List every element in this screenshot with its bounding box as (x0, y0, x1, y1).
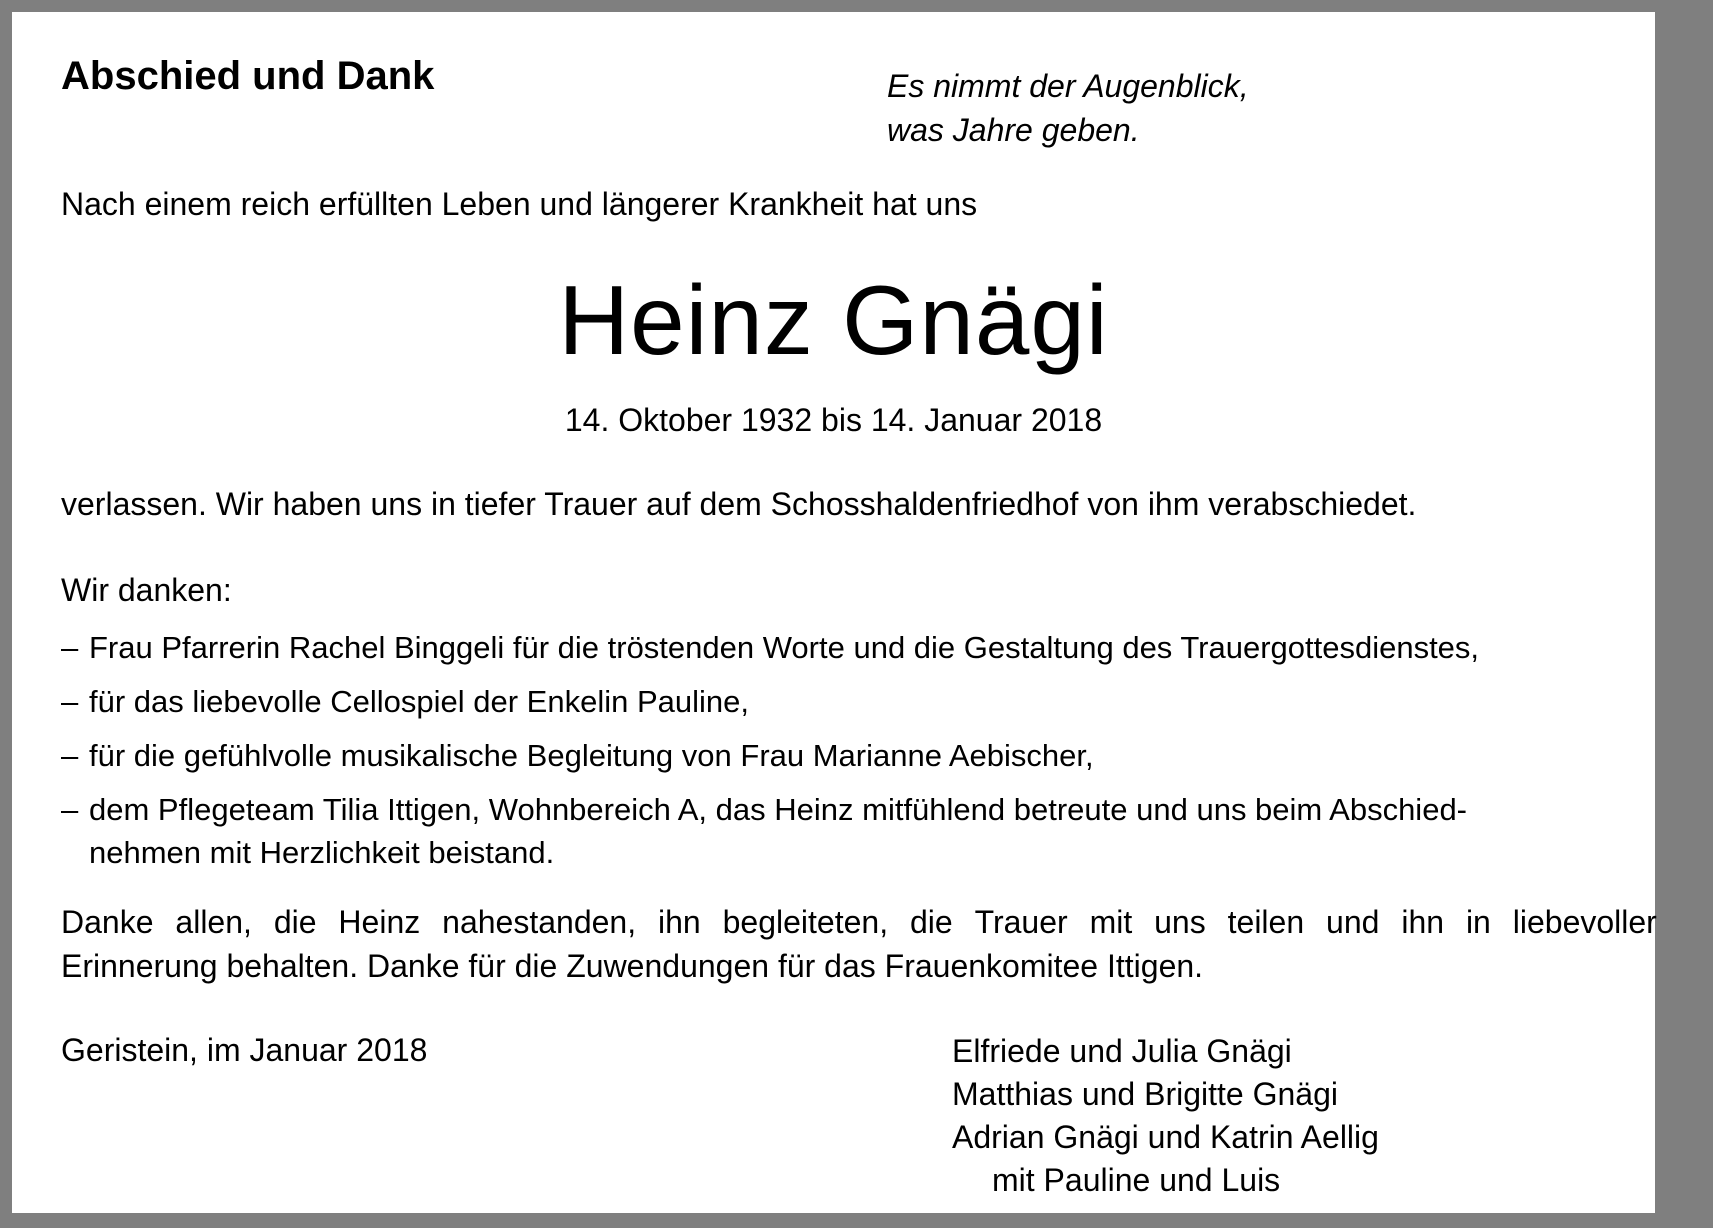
list-dash: – (61, 630, 79, 665)
thanks-item-text: für die gefühlvolle musikalische Begleitung von Frau Marianne Aebischer, (89, 738, 1094, 773)
motto-line-1: Es nimmt der Augenblick, (887, 68, 1249, 104)
life-dates: 14. Oktober 1932 bis 14. Januar 2018 (564, 402, 1103, 438)
closing-word: uns (1154, 904, 1206, 940)
closing-word: teilen (1227, 904, 1305, 940)
thanks-item-text: für das liebevolle Cellospiel der Enkelin Pauline, (89, 684, 749, 719)
signer-line: Elfriede und Julia Gnägi (952, 1033, 1292, 1069)
thanks-item (61, 680, 1661, 723)
closing-word: Danke (61, 904, 154, 940)
closing-word: liebevoller (1512, 904, 1657, 940)
closing-word: Trauer (974, 904, 1068, 940)
thanks-item-text: Frau Pfarrerin Rachel Binggeli für die tröstenden Worte und die Gestaltung des Trauergottesdienstes, (89, 630, 1480, 665)
thanks-item (61, 626, 1661, 669)
farewell-text: verlassen. Wir haben uns in tiefer Trauer auf dem Schosshaldenfriedhof von ihm verabschiedet. (61, 486, 1417, 522)
closing-line-1 (61, 900, 1657, 944)
signers (952, 1030, 1379, 1202)
signer-line: Adrian Gnägi und Katrin Aellig (952, 1119, 1379, 1155)
closing-word: begleiteten, (722, 904, 889, 940)
closing-word: in (1465, 904, 1491, 940)
thanks-item (61, 734, 1661, 777)
closing-word: und (1326, 904, 1380, 940)
signer-line: mit Pauline und Luis (992, 1162, 1281, 1198)
motto-line-2: was Jahre geben. (887, 112, 1140, 148)
signer-line: Matthias und Brigitte Gnägi (952, 1076, 1338, 1112)
list-dash: – (61, 684, 79, 719)
thanks-item (61, 788, 1661, 874)
closing-word: allen, (175, 904, 252, 940)
thanks-item-text-continued: nehmen mit Herzlichkeit beistand. (89, 835, 555, 870)
thanks-title: Wir danken: (61, 572, 232, 608)
closing-word: die (909, 904, 953, 940)
intro-text: Nach einem reich erfüllten Leben und längerer Krankheit hat uns (61, 186, 978, 222)
list-dash: – (61, 738, 79, 773)
closing-word: ihn (1401, 904, 1445, 940)
deceased-name: Heinz Gnägi (558, 265, 1109, 375)
closing-word: mit (1089, 904, 1133, 940)
motto-quote (887, 64, 1249, 152)
heading: Abschied und Dank (61, 54, 435, 98)
closing-line-2: Erinnerung behalten. Danke für die Zuwendungen für das Frauenkomitee Ittigen. (61, 948, 1204, 984)
closing-word: ihn (658, 904, 701, 940)
closing-word: die (273, 904, 317, 940)
obituary-card (12, 12, 1655, 1213)
list-dash: – (61, 792, 79, 827)
thanks-item-text: dem Pflegeteam Tilia Ittigen, Wohnbereich A, das Heinz mitfühlend betreute und uns beim Abschied- (89, 792, 1468, 827)
closing-word: nahestanden, (442, 904, 637, 940)
closing-paragraph (61, 900, 1657, 988)
thanks-list (61, 626, 1661, 885)
closing-word: Heinz (338, 904, 421, 940)
place-date: Geristein, im Januar 2018 (61, 1032, 428, 1068)
